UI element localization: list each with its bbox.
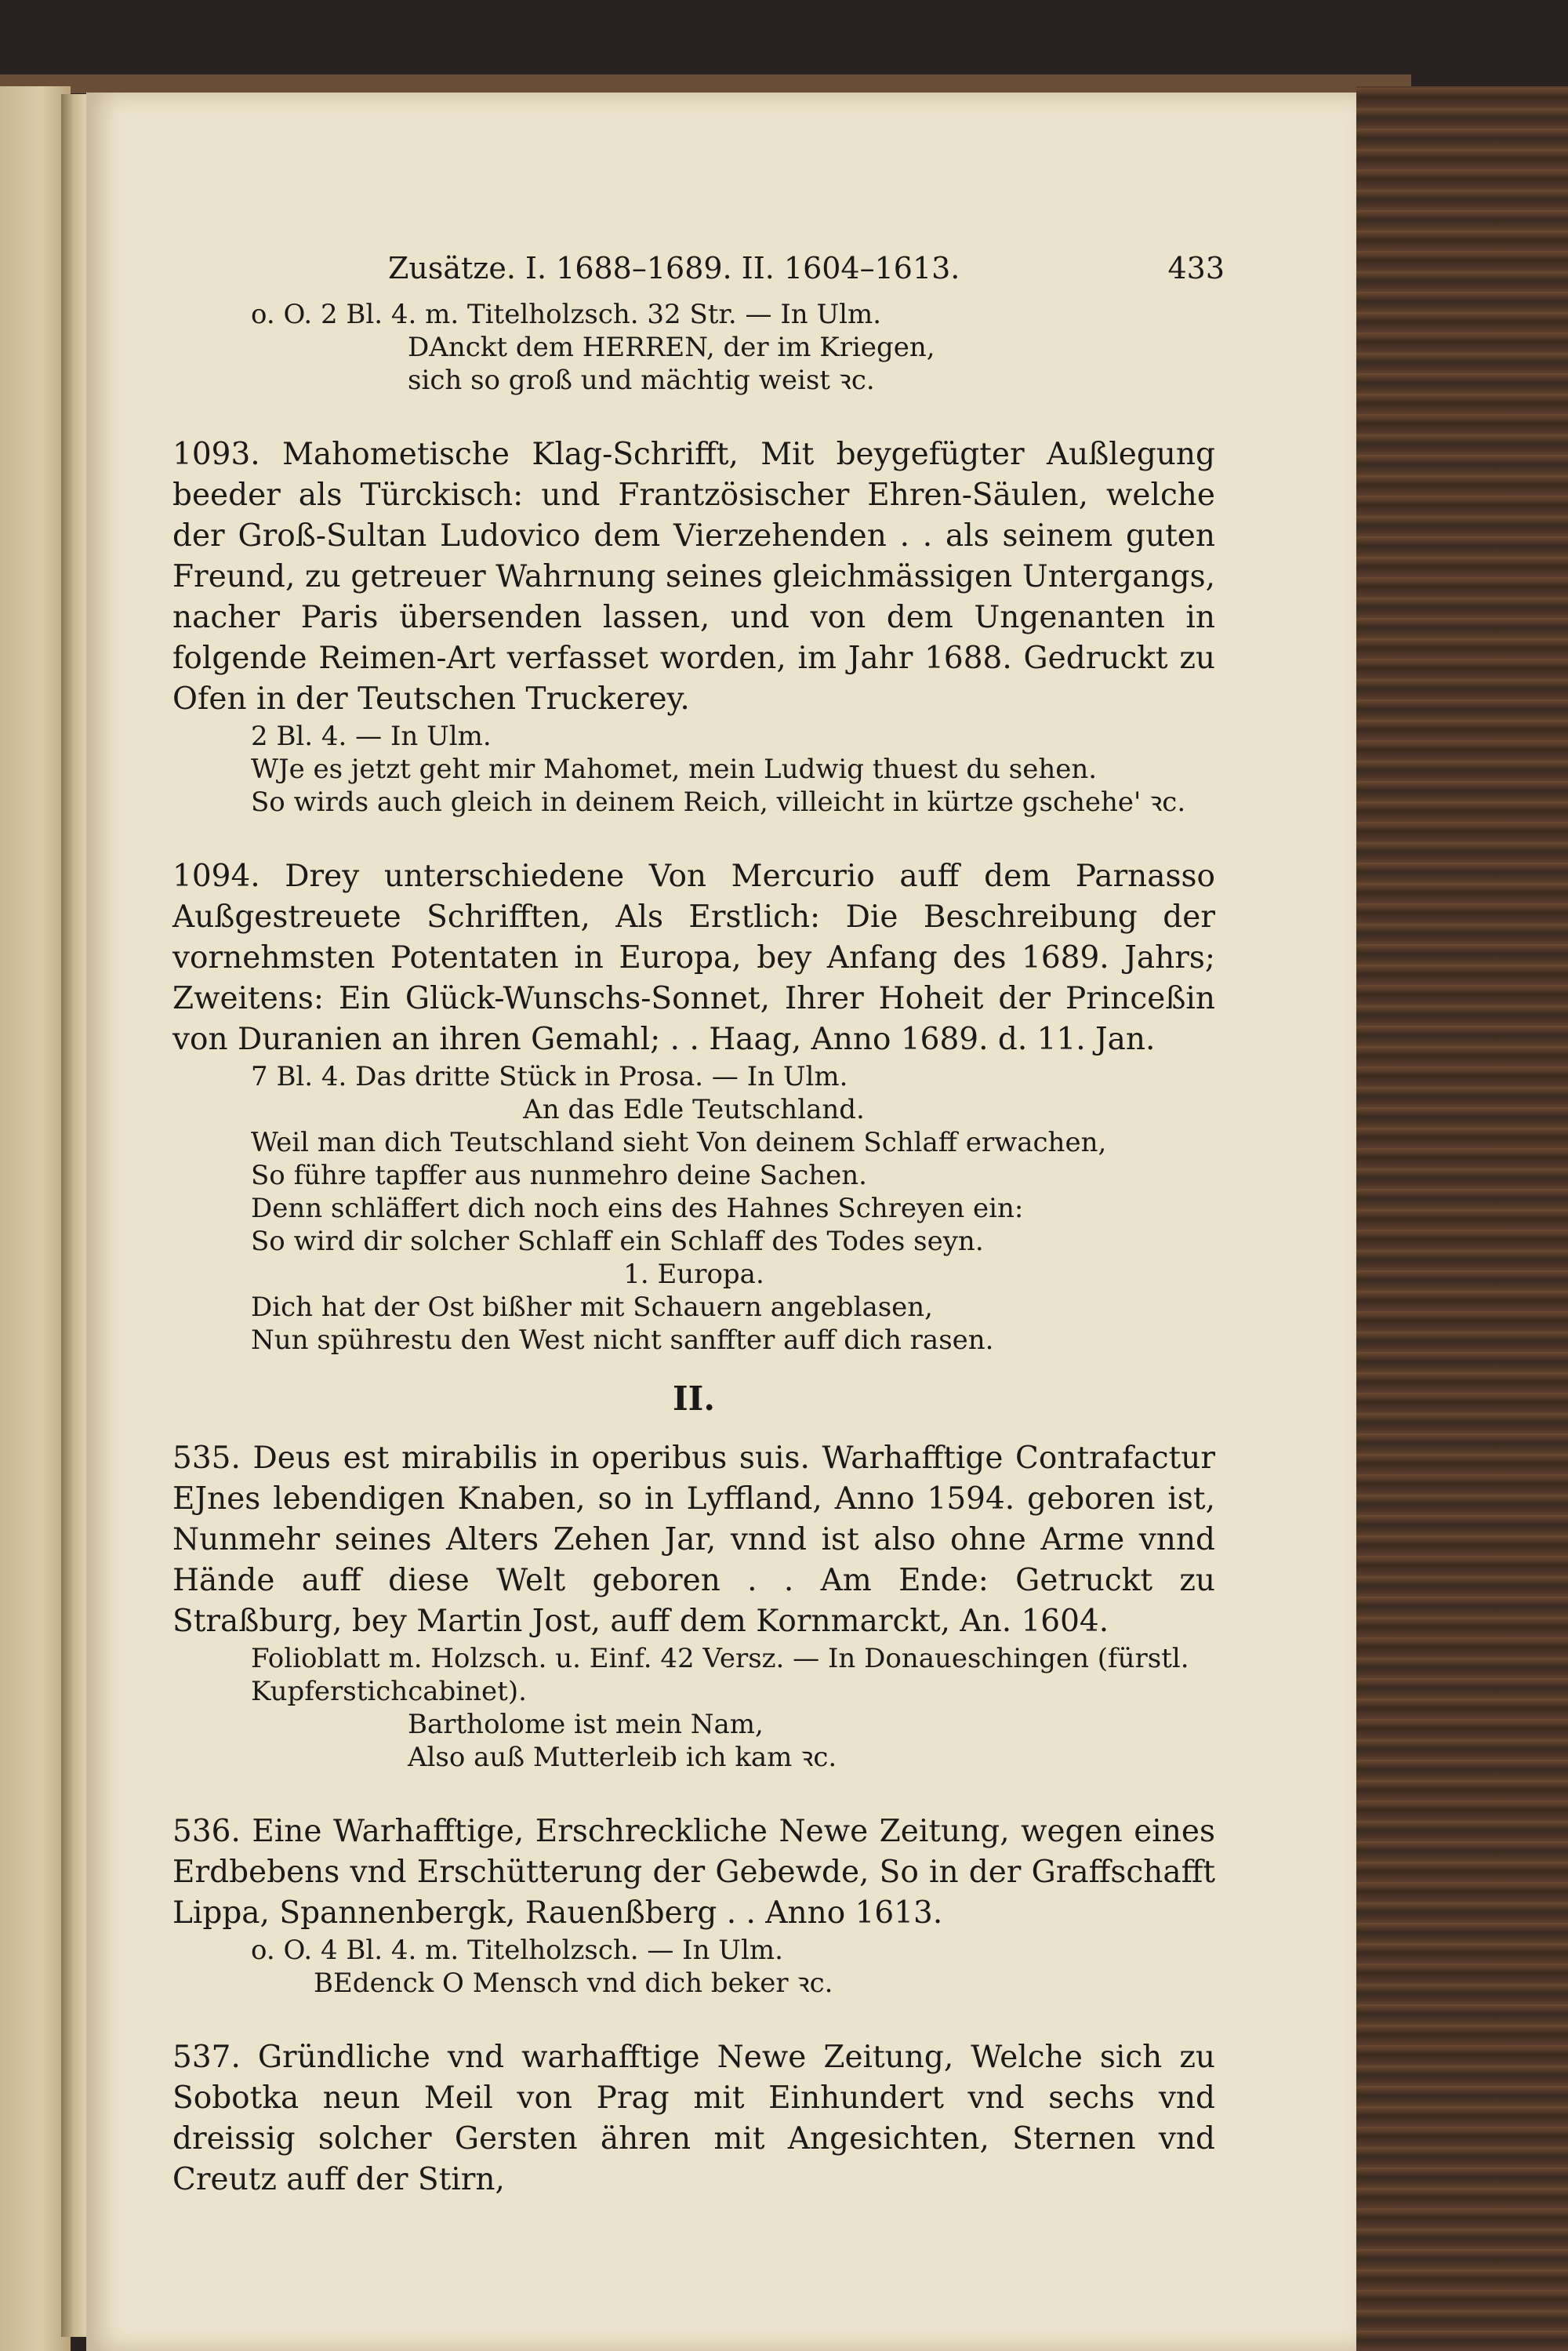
verse-line: So wirds auch gleich in deinem Reich, villeicht in kürtze gschehe' ꝛc.: [251, 787, 1186, 818]
page-number: 433: [1167, 251, 1225, 285]
entry-text: Eine Warhafftige, Erschreckliche Newe Zeitung, wegen eines Erdbebens vnd Erschütterung der Gebewde, So in der Graffschafft Lippa, Spannenbergk, Rauenßberg . . Anno 1613.: [172, 1814, 1215, 1931]
verse-line: So wird dir solcher Schlaff ein Schlaff des Todes seyn.: [251, 1226, 984, 1257]
entry-537: [172, 2037, 1215, 2200]
verse-line: Dich hat der Ost bißher mit Schauern angeblasen,: [251, 1292, 933, 1323]
verse-line: BEdenck O Mensch vnd dich beker ꝛc.: [314, 1968, 833, 1999]
verse-line: Nun spührestu den West nicht sanffter auff dich rasen.: [251, 1324, 994, 1356]
top-fragment-verse: sich so groß und mächtig weist ꝛc.: [408, 365, 875, 396]
top-fragment-meta: o. O. 2 Bl. 4. m. Titelholzsch. 32 Str. — In Ulm.: [251, 299, 882, 330]
entry-number: 1094.: [172, 859, 260, 894]
entry-meta: Folioblatt m. Holzsch. u. Einf. 42 Versz. — In Donaueschingen (fürstl. Kupferstichcabinet).: [251, 1643, 1189, 1707]
left-page-edge: [0, 86, 71, 2351]
entry-number: 537.: [172, 2040, 241, 2075]
entry-text: Gründliche vnd warhafftige Newe Zeitung, Welche sich zu Sobotka neun Meil von Prag mit Einhundert vnd sechs vnd dreissig solcher Gersten ähren mit Angesichten, Sternen vnd Creutz auff der Stirn,: [172, 2040, 1215, 2197]
entry-number: 536.: [172, 1814, 241, 1849]
book-top-edge: [0, 74, 1411, 93]
verse-line: Also auß Mutterleib ich kam ꝛc.: [408, 1742, 837, 1773]
verse-line: WJe es jetzt geht mir Mahomet, mein Ludwig thuest du sehen.: [251, 754, 1098, 785]
verse-heading: 1. Europa.: [623, 1259, 764, 1290]
verse-line: Denn schläffert dich noch eins des Hahnes Schreyen ein:: [251, 1193, 1024, 1224]
entry-1093: [172, 434, 1215, 720]
entry-text: Mahometische Klag-Schrifft, Mit beygefügter Außlegung beeder als Türckisch: und Frantzösischer Ehren-Säulen, welche der Groß-Sultan Ludovico dem Vierzehenden . . als seinem guten Freund, zu getreuer Wahrnung seines gleichmässigen Untergangs, nacher Paris übersenden lassen, und von dem Ungenanten in folgende Reimen-Art verfasset worden, im Jahr 1688. Gedruckt zu Ofen in der Teutschen Truckerey.: [172, 437, 1215, 717]
entry-text: Drey unterschiedene Von Mercurio auff dem Parnasso Außgestreuete Schrifften, Als Erstlich: Die Beschreibung der vornehmsten Potentaten in Europa, bey Anfang des 1689. Jahrs; Zweitens: Ein Glück-Wunschs-Sonnet, Ihrer Hoheit der Princeßin von Duranien an ihren Gemahl; . . Haag, Anno 1689. d. 11. Jan.: [172, 859, 1215, 1057]
page-header: [172, 251, 1225, 298]
entry-number: 1093.: [172, 437, 260, 472]
entry-536: [172, 1811, 1215, 1934]
entry-meta: o. O. 4 Bl. 4. m. Titelholzsch. — In Ulm.: [251, 1935, 783, 1966]
entry-1094: [172, 856, 1215, 1060]
entry-number: 535.: [172, 1441, 241, 1476]
entry-535: [172, 1438, 1215, 1642]
verse-line: So führe tapffer aus nunmehro deine Sachen.: [251, 1160, 867, 1191]
entry-meta: 2 Bl. 4. — In Ulm.: [251, 721, 492, 752]
verse-heading: An das Edle Teutschland.: [523, 1094, 865, 1125]
entry-text: Deus est mirabilis in operibus suis. Warhafftige Contrafactur EJnes lebendigen Knaben, so in Lyffland, Anno 1594. geboren ist, Nunmehr seines Alters Zehen Jar, vnnd ist also ohne Arme vnnd Hände auff diese Welt geboren . . Am Ende: Getruckt zu Straßburg, bey Martin Jost, auff dem Kornmarckt, An. 1604.: [172, 1441, 1215, 1639]
section-heading: II.: [673, 1379, 715, 1418]
verse-line: Weil man dich Teutschland sieht Von deinem Schlaff erwachen,: [251, 1127, 1107, 1158]
verse-line: Bartholome ist mein Nam,: [408, 1709, 764, 1740]
page-content: [172, 251, 1225, 2200]
entry-meta: 7 Bl. 4. Das dritte Stück in Prosa. — In Ulm.: [251, 1061, 848, 1092]
running-title: Zusätze. I. 1688–1689. II. 1604–1613.: [388, 251, 960, 285]
book-cover-edge: [1356, 86, 1568, 2351]
top-fragment-verse: DAnckt dem HERREN, der im Kriegen,: [408, 332, 935, 363]
